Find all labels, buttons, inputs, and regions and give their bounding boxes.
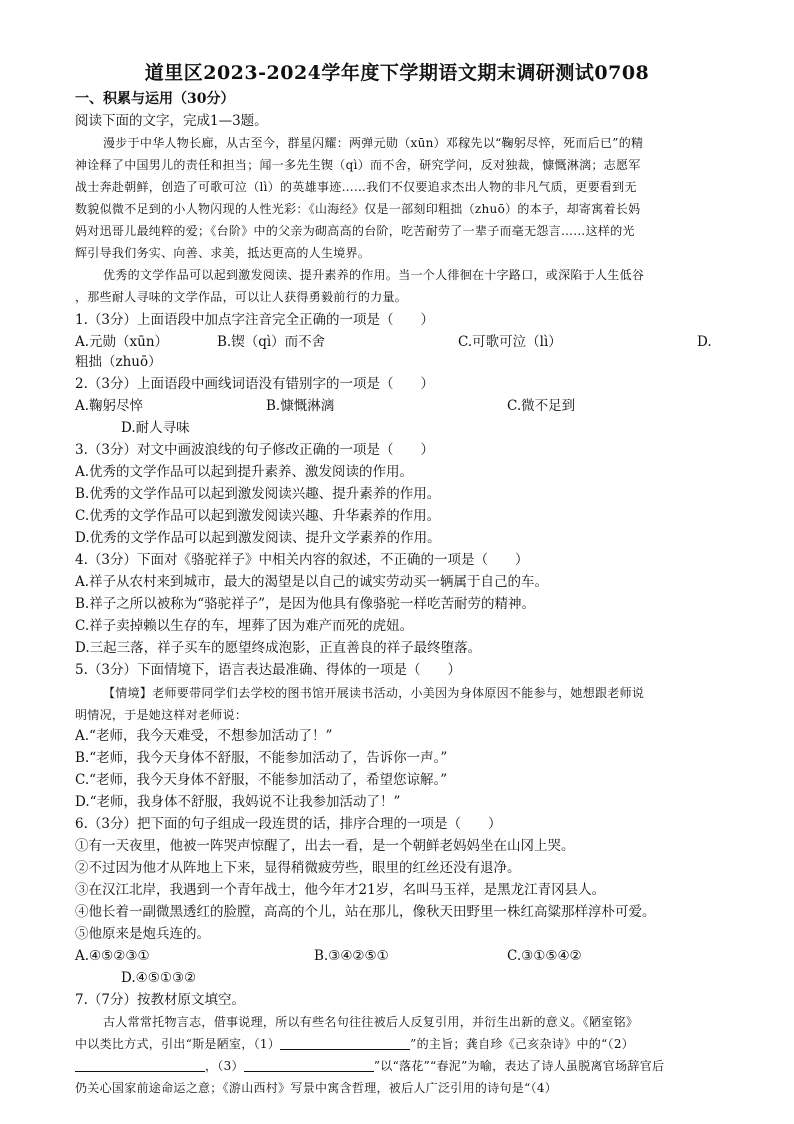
answer-option[interactable]: A.“老师，我今天难受，不想参加活动了！” — [75, 728, 333, 744]
fill-line — [75, 1057, 664, 1075]
passage-line: 优秀的文学作品可以起到激发阅读、提升素养的作用。当一个人徘徊在十字路口，或深陷于人生低谷 — [103, 268, 645, 282]
answer-option[interactable]: A.优秀的文学作品可以起到提升素养、激发阅读的作用。 — [75, 464, 414, 480]
passage-line: 妈对迅哥儿最纯粹的爱；《台阶》中的父亲为砌高高的台阶，吃苦耐劳了一辈子而毫无怨言……这样的光 — [75, 224, 635, 238]
fill-line — [75, 1035, 634, 1053]
answer-blank[interactable] — [244, 1057, 374, 1072]
passage-line: 神诠释了中国男儿的责任和担当；闻一多先生锲（qì）而不舍，研究学问，反对独裁，慷慨淋漓；志愿军 — [75, 158, 641, 172]
answer-option[interactable]: A.④⑤②③① — [75, 948, 150, 964]
answer-option[interactable]: D.耐人寻味 — [121, 420, 190, 436]
section-heading: 一、积累与运用（30分） — [75, 91, 235, 107]
fill-text: 仍关心国家前途命运之意；《游山西村》写景中寓含哲理，被后人广泛引用的诗句是“（4） — [75, 1081, 558, 1095]
answer-option-wrap[interactable]: 粗拙（zhuō） — [75, 354, 162, 370]
passage-line: 漫步于中华人物长廊，从古至今，群星闪耀：两弹元勋（xūn）邓稼先以“鞠躬尽悴，死而后已”的精 — [103, 136, 644, 150]
context-text: 明情况，于是她这样对老师说： — [75, 708, 248, 722]
answer-option[interactable]: C.微不足到 — [507, 398, 576, 414]
reading-intro: 阅读下面的文字，完成1—3题。 — [75, 113, 268, 129]
answer-option[interactable]: C.③①⑤④② — [507, 948, 582, 964]
answer-option[interactable]: A.元勋（xūn） — [75, 334, 169, 350]
answer-option[interactable]: C.“老师，我今天身体不舒服，不能参加活动了，希望您谅解。” — [75, 772, 448, 788]
fill-text: 中以类比方式，引出“斯是陋室，（1） — [75, 1037, 281, 1051]
answer-blank[interactable] — [280, 1035, 410, 1050]
answer-option[interactable]: B.③④②⑤① — [314, 948, 389, 964]
answer-option[interactable]: B.“老师，我今天身体不舒服，不能参加活动了，告诉你一声。” — [75, 750, 448, 766]
answer-option[interactable]: D.优秀的文学作品可以起到激发阅读、提升文学素养的作用。 — [75, 530, 441, 546]
answer-option[interactable]: B.锲（qì）而不舍 — [217, 334, 326, 350]
question-stem: 6.（3分）把下面的句子组成一段连贯的话，排序合理的一项是（ ） — [75, 816, 502, 832]
question-stem: 4.（3分）下面对《骆驼祥子》中相关内容的叙述，不正确的一项是（ ） — [75, 552, 529, 568]
fill-text: ”以“落花”“春泥”为喻，表达了诗人虽脱离官场辞官后 — [373, 1059, 665, 1073]
context-text: 【情境】老师要带同学们去学校的图书馆开展读书活动，小美因为身体原因不能参与，她想跟老师说 — [103, 686, 645, 700]
sentence-item: ①有一天夜里，他被一阵哭声惊醒了，出去一看，是一个朝鲜老妈妈坐在山冈上哭。 — [75, 838, 575, 854]
fill-text: 古人常常托物言志，借事说理，所以有些名句往往被后人反复引用，并衍生出新的意义。《陋室铭》 — [103, 1015, 639, 1029]
question-stem: 5.（3分）下面情境下，语言表达最准确、得体的一项是（ ） — [75, 662, 461, 678]
question-stem: 2.（3分）上面语段中画线词语没有错别字的一项是（ ） — [75, 376, 434, 392]
answer-option[interactable]: C.优秀的文学作品可以起到激发阅读兴趣、升华素养的作用。 — [75, 508, 441, 524]
answer-option[interactable]: D.“老师，我身体不舒服，我妈说不让我参加活动了！” — [75, 794, 401, 810]
passage-line: ，那些耐人寻味的文学作品，可以让人获得勇毅前行的力量。 — [75, 290, 408, 304]
answer-option[interactable]: D.三起三落，祥子买车的愿望终成泡影，正直善良的祥子最终堕落。 — [75, 640, 482, 656]
fill-text: ”的主旨；龚自珍《己亥杂诗》中的“（2） — [410, 1037, 635, 1051]
sentence-item: ②不过因为他才从阵地上下来，显得稍微疲劳些，眼里的红丝还没有退净。 — [75, 860, 521, 876]
question-stem: 7.（7分）按教材原文填空。 — [75, 992, 245, 1008]
answer-option[interactable]: A.祥子从农村来到城市，最大的渴望是以自己的诚实劳动买一辆属于自己的车。 — [75, 574, 549, 590]
passage-line: 辉引导我们务实、向善、求美，抵达更高的人生境界。 — [75, 246, 371, 260]
sentence-item: ⑤他原来是炮兵连的。 — [75, 926, 210, 942]
question-stem: 3.（3分）对文中画波浪线的句子修改正确的一项是（ ） — [75, 442, 434, 458]
passage-line: 战士奔赴朝鲜，创造了可歌可泣（lì）的英雄事迹……我们不仅要追求杰出人物的非凡气质，更要看到无 — [75, 180, 637, 194]
sentence-item: ④他长着一副微黑透红的脸膛，高高的个儿，站在那儿，像秋天田野里一株红高粱那样淳朴可爱。 — [75, 904, 656, 920]
answer-option[interactable]: B.祥子之所以被称为“骆驼祥子”，是因为他具有像骆驼一样吃苦耐劳的精神。 — [75, 596, 536, 612]
answer-option[interactable]: D.④⑤①③② — [121, 970, 197, 986]
passage-line: 数貌似微不足到的小人物闪现的人性光彩：《山海经》仅是一部刻印粗拙（zhuō）的本子，却寄寓着长妈 — [75, 202, 641, 216]
fill-text: ，（3） — [205, 1059, 244, 1073]
answer-option[interactable]: A.鞠躬尽悴 — [75, 398, 144, 414]
answer-option[interactable]: C.可歌可泣（lì） — [458, 334, 562, 350]
answer-option[interactable]: D. — [697, 334, 712, 350]
answer-blank[interactable] — [75, 1057, 205, 1072]
answer-option[interactable]: B.优秀的文学作品可以起到激发阅读兴趣、提升素养的作用。 — [75, 486, 441, 502]
page-title: 道里区2023-2024学年度下学期语文期末调研测试0708 — [144, 62, 650, 84]
answer-option[interactable]: B.慷慨淋漓 — [266, 398, 335, 414]
sentence-item: ③在汉江北岸，我遇到一个青年战士，他今年才21岁，名叫马玉祥，是黑龙江青冈县人。 — [75, 882, 606, 898]
answer-option[interactable]: C.祥子卖掉赖以生存的车，埋葬了因为难产而死的虎妞。 — [75, 618, 414, 634]
question-stem: 1.（3分）上面语段中加点字注音完全正确的一项是（ ） — [75, 312, 434, 328]
